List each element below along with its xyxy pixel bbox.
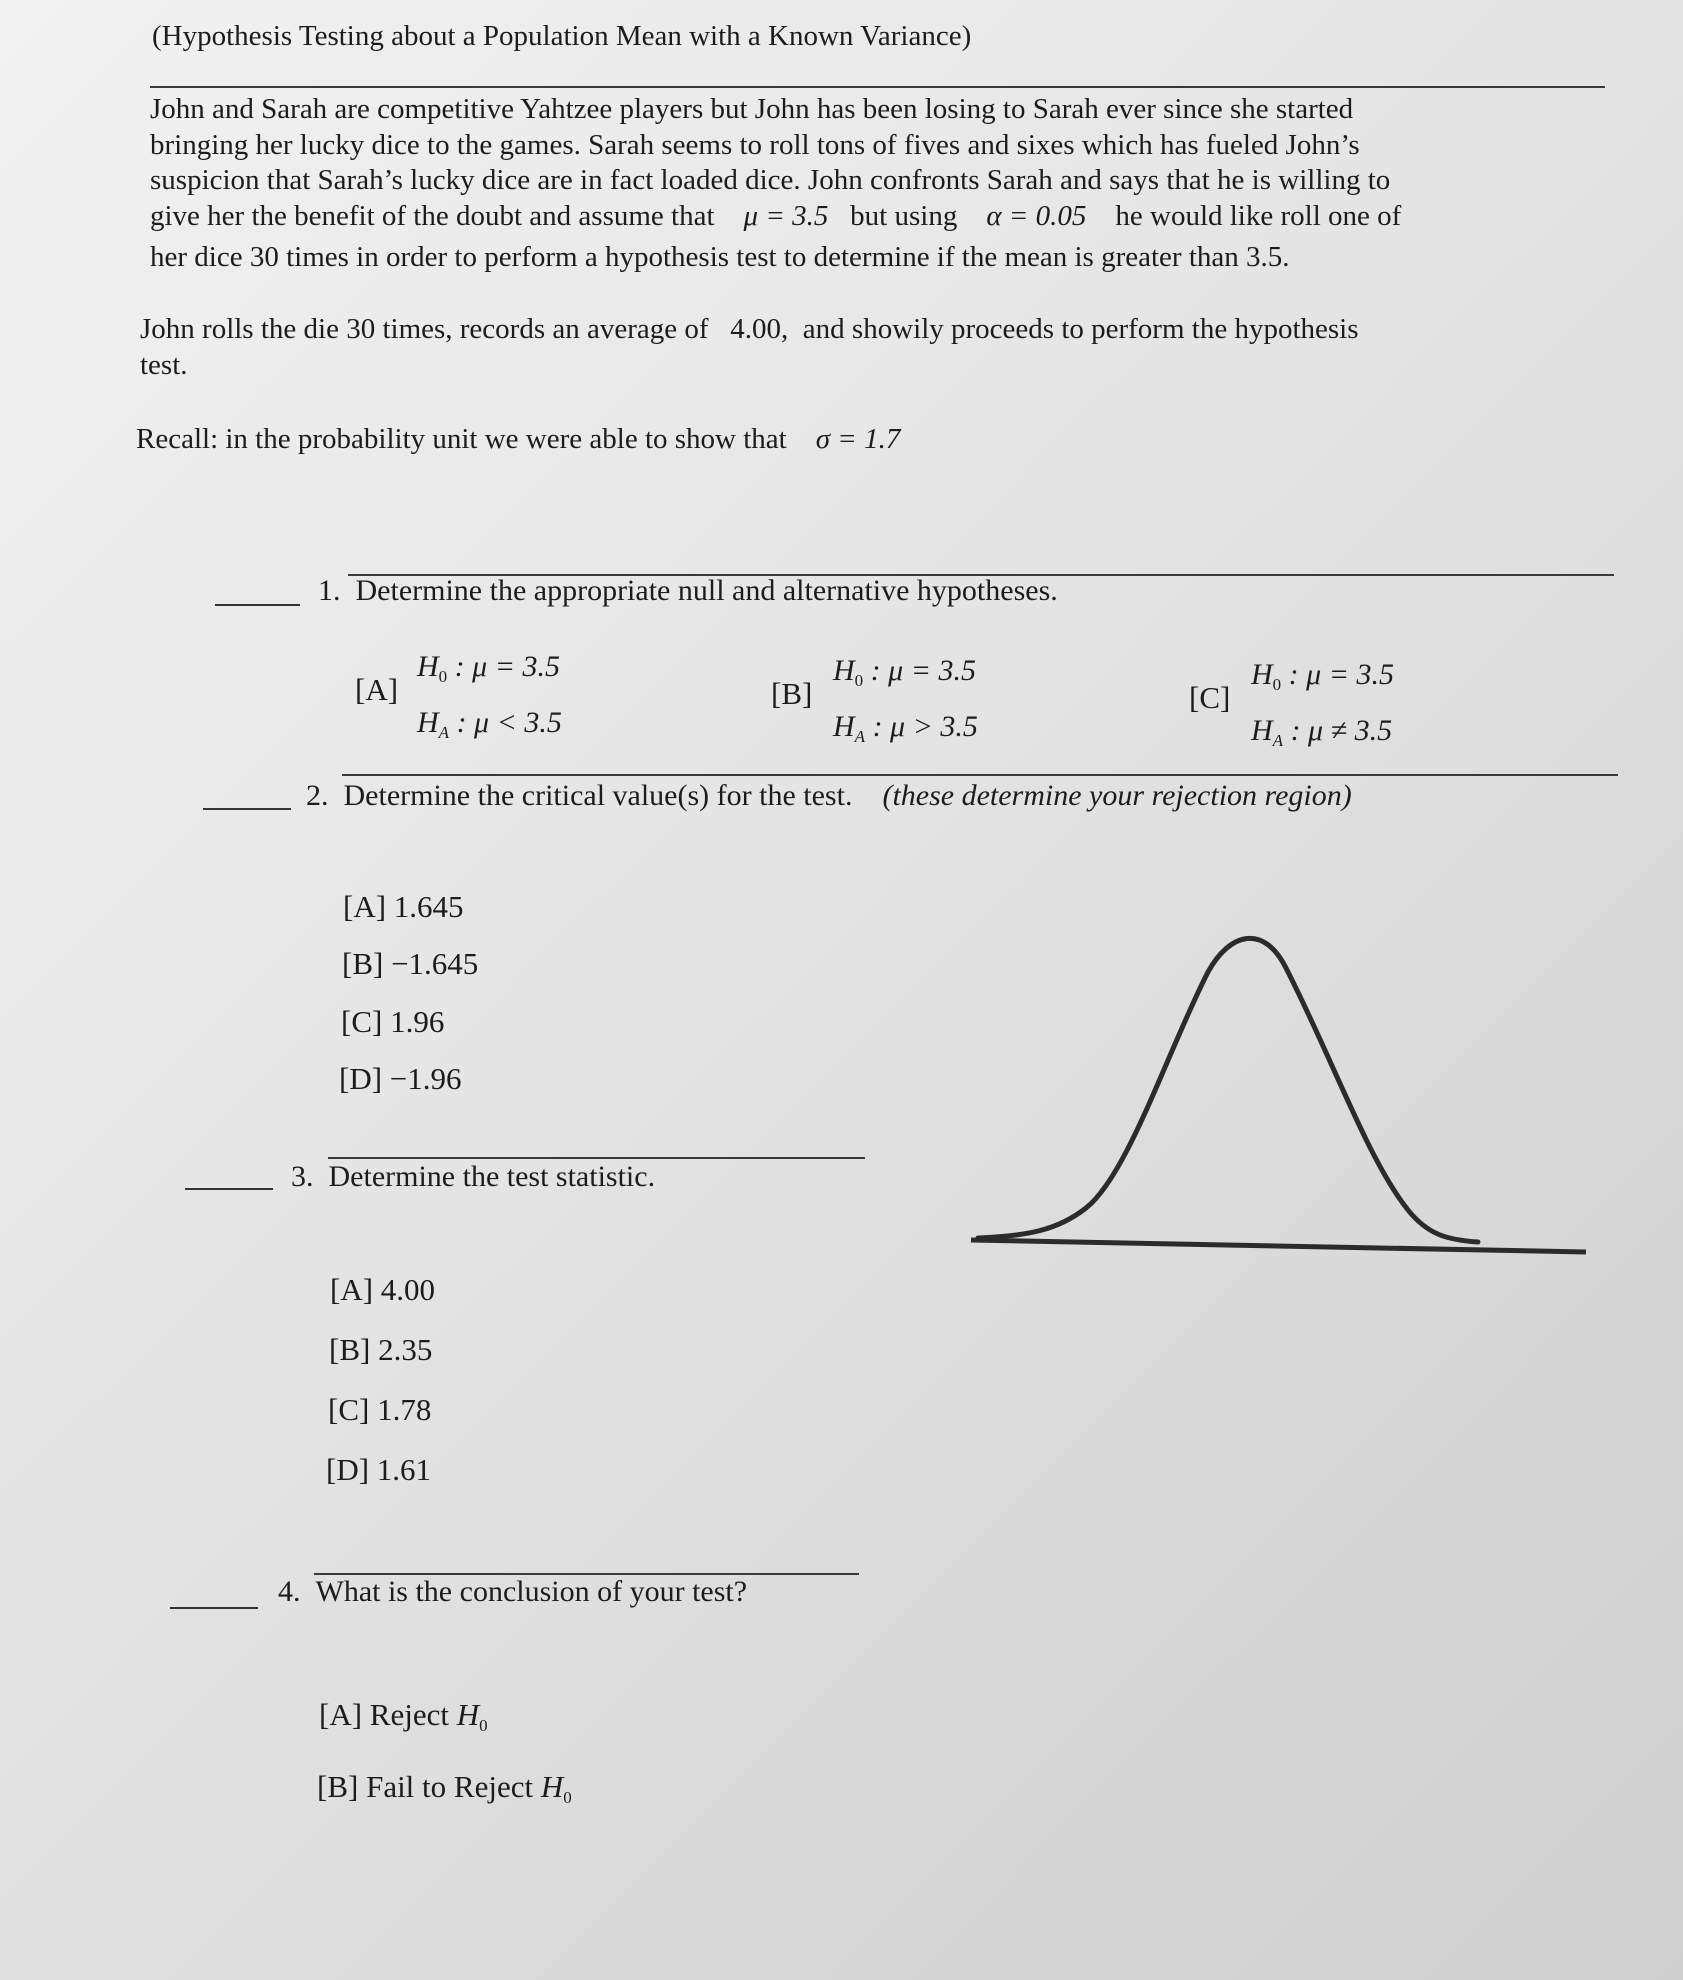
sample-mean: 4.00, (730, 313, 789, 345)
baseline (971, 1240, 1586, 1252)
curve-line (978, 938, 1478, 1242)
page-title: (Hypothesis Testing about a Population Mean with a Known Variance) (152, 20, 972, 52)
q4-prompt: 4. What is the conclusion of your test? (278, 1575, 748, 1608)
q1-a-alt: $H_A$ : μ < 3.5 (417, 706, 562, 742)
q1-prompt: 1. Determine the appropriate null and alternative hypotheses. (318, 574, 1058, 607)
rolls-line-2: test. (140, 348, 188, 381)
q2-rule (342, 774, 1618, 776)
normal-distribution-curve (968, 930, 1588, 1260)
sigma-value: σ = 1.7 (815, 423, 901, 455)
q1-b-alt: $H_A$ : μ > 3.5 (833, 710, 978, 746)
q2-prompt: 2. Determine the critical value(s) for the test. (these determine your rejection region) (306, 779, 1352, 812)
mu-value: μ = 3.5 (743, 199, 829, 232)
q3-option-c[interactable]: [C] 1.78 (328, 1392, 432, 1427)
title-rule (150, 86, 1605, 88)
intro-line-2: bringing her lucky dice to the games. Sarah seems to roll tons of fives and sixes which has fueled John’s (150, 128, 1360, 161)
q2-option-d[interactable]: [D] −1.96 (339, 1061, 462, 1096)
intro-line-5: her dice 30 times in order to perform a hypothesis test to determine if the mean is greater than 3.5. (150, 241, 1290, 273)
q3-answer-blank[interactable] (185, 1188, 273, 1190)
q4-answer-blank[interactable] (170, 1607, 258, 1609)
recall-line: Recall: in the probability unit we were able to show that σ = 1.7 (136, 423, 901, 455)
q2-note: (these determine your rejection region) (882, 779, 1352, 812)
q4-option-b[interactable]: [B] Fail to Reject H0 (317, 1769, 572, 1807)
intro-line-4: give her the benefit of the doubt and assume that μ = 3.5 but using α = 0.05 he would like roll one of (150, 199, 1402, 232)
q3-option-d[interactable]: [D] 1.61 (326, 1452, 432, 1487)
q1-a-null: $H_0$ : μ = 3.5 (417, 650, 560, 686)
intro-paragraph (150, 92, 1590, 276)
q2-option-a[interactable]: [A] 1.645 (343, 889, 464, 924)
q1-b-null: $H_0$ : μ = 3.5 (833, 654, 976, 690)
q1-answer-blank[interactable] (215, 604, 300, 606)
q2-option-b[interactable]: [B] −1.645 (342, 946, 479, 981)
q4-option-a[interactable]: [A] Reject H0 (319, 1697, 488, 1735)
q2-option-c[interactable]: [C] 1.96 (341, 1004, 445, 1039)
q3-rule (328, 1157, 865, 1159)
q3-option-b[interactable]: [B] 2.35 (329, 1332, 433, 1367)
q1-c-alt: $H_A$ : μ ≠ 3.5 (1251, 714, 1393, 750)
q3-option-a[interactable]: [A] 4.00 (330, 1272, 436, 1307)
intro-line-3: suspicion that Sarah’s lucky dice are in fact loaded dice. John confronts Sarah and says that he is willing to (150, 164, 1391, 196)
rolls-paragraph (140, 312, 1580, 383)
q3-prompt: 3. Determine the test statistic. (291, 1160, 656, 1193)
q2-answer-blank[interactable] (203, 808, 291, 810)
intro-line-1: John and Sarah are competitive Yahtzee players but John has been losing to Sarah ever since she started (150, 93, 1354, 125)
rolls-line-1: John rolls the die 30 times, records an average of 4.00, and showily proceeds to perform the hypothesis (140, 313, 1359, 345)
q1-c-null: $H_0$ : μ = 3.5 (1251, 658, 1394, 694)
alpha-value: α = 0.05 (986, 199, 1087, 232)
